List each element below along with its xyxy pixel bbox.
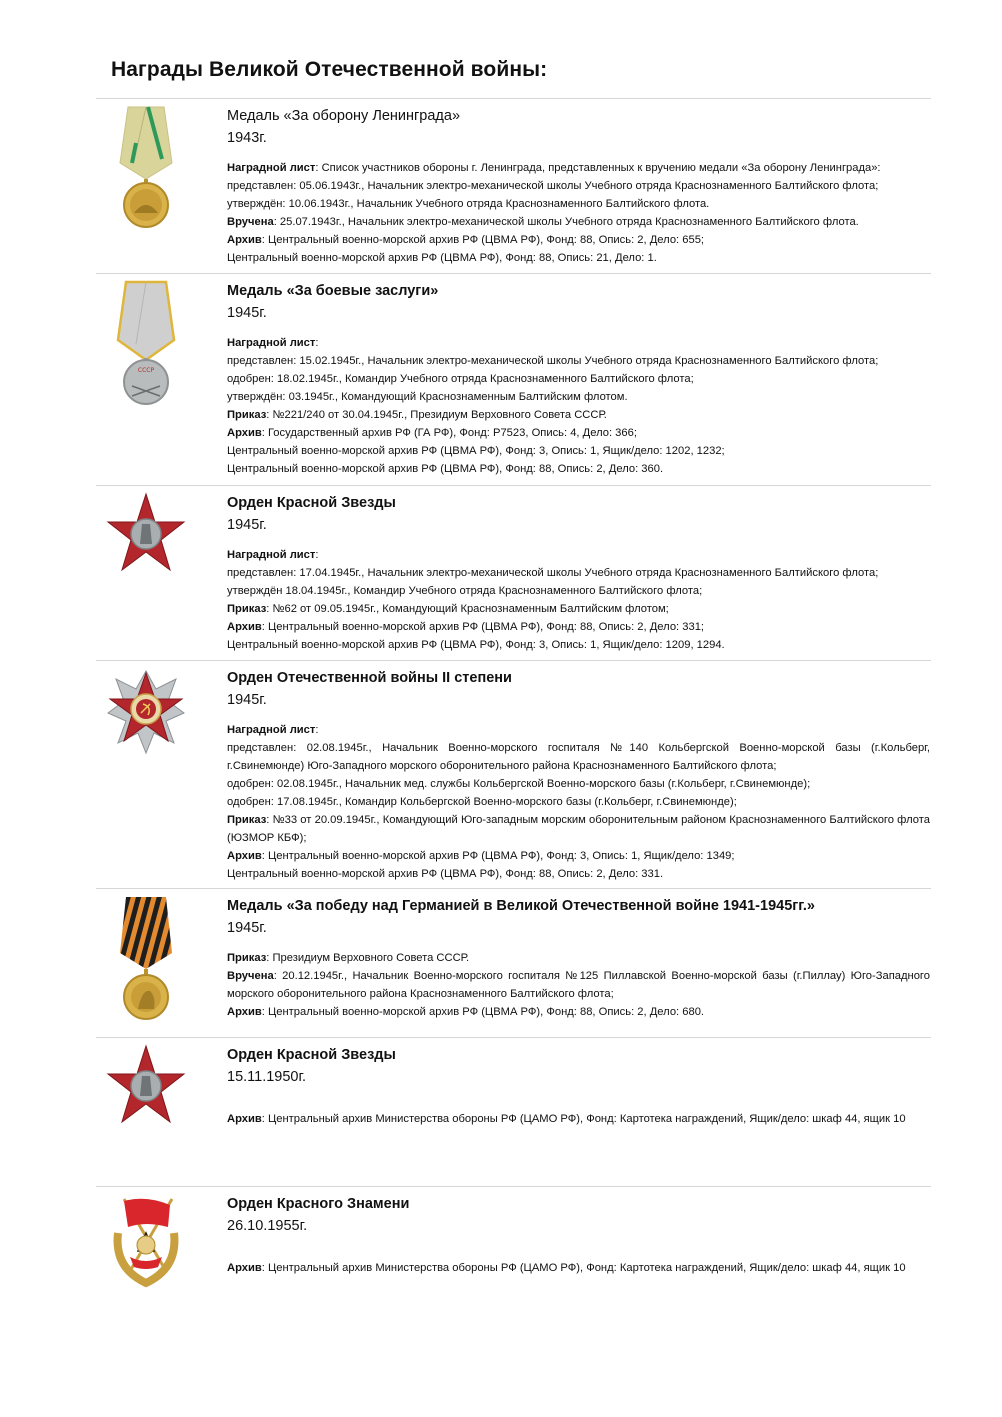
detail-text: : Центральный военно-морской архив РФ (ЦВМА РФ), Фонд: 88, Опись: 2, Дело: 655; [261, 234, 705, 246]
detail-text: : [315, 337, 319, 349]
detail-text: : №62 от 09.05.1945г., Командующий Краснознаменным Балтийским флотом; [266, 603, 669, 615]
award-name: Медаль «За оборону Ленинграда» [227, 108, 461, 124]
red-star-order-icon [106, 490, 186, 620]
detail-text: : №221/240 от 30.04.1945г., Президиум Верховного Совета СССР. [266, 409, 607, 421]
detail-label: Вручена [227, 970, 274, 982]
award-details [227, 949, 930, 1021]
award-name: Орден Отечественной войны II степени [227, 670, 512, 686]
detail-text: : [315, 724, 319, 736]
detail-text: Центральный военно-морской архив РФ (ЦВМА РФ), Фонд: 88, Опись: 2, Дело: 331. [227, 868, 664, 880]
detail-line [227, 406, 930, 424]
award-year: 15.11.1950г. [227, 1069, 307, 1085]
award-name: Орден Красного Знамени [227, 1196, 410, 1212]
detail-line [227, 370, 930, 388]
detail-line [227, 721, 930, 739]
detail-label: Архив [227, 427, 262, 439]
award-block [96, 660, 931, 889]
detail-text: представлен: 17.04.1945г., Начальник электро-механической школы Учебного отряда Краснознаменного Балтийского флота; [227, 567, 879, 579]
detail-text: Центральный военно-морской архив РФ (ЦВМА РФ), Фонд: 3, Опись: 1, Ящик/дело: 1202, 1232; [227, 445, 725, 457]
award-details [227, 159, 930, 267]
detail-label: Архив [227, 1113, 262, 1125]
detail-line [227, 213, 930, 231]
award-block [96, 485, 931, 661]
award-name: Медаль «За боевые заслуги» [227, 283, 439, 299]
detail-text: Центральный военно-морской архив РФ (ЦВМА РФ), Фонд: 3, Опись: 1, Ящик/дело: 1209, 1294. [227, 639, 725, 651]
detail-line [227, 811, 930, 847]
detail-line [227, 564, 930, 582]
detail-line [227, 1259, 930, 1277]
detail-text: утверждён: 03.1945г., Командующий Краснознаменным Балтийским флотом. [227, 391, 628, 403]
detail-label: Наградной лист [227, 724, 316, 736]
detail-text: : Список участников обороны г. Ленинграда, представленных к вручению медали «За оборону Ленинграда»: [315, 162, 881, 174]
patriotic-war-order-icon [106, 665, 186, 795]
award-details [227, 546, 930, 654]
detail-line [227, 352, 930, 370]
detail-label: Наградной лист [227, 549, 316, 561]
victory-over-germany-medal-icon [106, 893, 186, 1023]
award-year: 1945г. [227, 692, 267, 708]
detail-text: : Центральный военно-морской архив РФ (ЦВМА РФ), Фонд: 88, Опись: 2, Дело: 680. [261, 1006, 705, 1018]
svg-text:СССР: СССР [137, 367, 155, 374]
detail-line [227, 847, 930, 865]
detail-line [227, 1110, 930, 1128]
detail-text: одобрен: 02.08.1945г., Начальник мед. службы Кольбергской Военно-морского базы (г.Кольберг, г.Свинемюнде); [227, 778, 811, 790]
detail-label: Приказ [227, 952, 267, 964]
detail-text: утверждён: 10.06.1943г., Начальник Учебного отряда Краснознаменного Балтийского флота. [227, 198, 710, 210]
detail-label: Архив [227, 1006, 262, 1018]
detail-label: Архив [227, 1262, 262, 1274]
detail-label: Наградной лист [227, 162, 316, 174]
detail-text: : Центральный архив Министерства обороны РФ (ЦАМО РФ), Фонд: Картотека награждений, Ящик/дело: шкаф 44, ящик 10 [261, 1262, 906, 1274]
detail-text: одобрен: 18.02.1945г., Командир Учебного отряда Краснознаменного Балтийского флота; [227, 373, 694, 385]
detail-text: Центральный военно-морской архив РФ (ЦВМА РФ), Фонд: 88, Опись: 2, Дело: 360. [227, 463, 664, 475]
detail-line [227, 159, 930, 177]
detail-text: : №33 от 20.09.1945г., Командующий Юго-западным морским оборонительным районом Краснознаменного Балтийского флота (ЮЗМОР КБФ); [227, 814, 930, 844]
detail-text: представлен: 02.08.1945г., Начальник Военно-морского госпиталя №140 Кольбергской Военно-морской базы (г.Кольберг, г.Свинемюнде) Юго-Западного морского оборонительного района Краснознаменного Балтийского флота; [227, 742, 930, 772]
leningrad-defense-medal-icon [106, 103, 186, 233]
detail-text: одобрен: 17.08.1945г., Командир Кольбергской Военно-морского базы (г.Кольберг, г.Свинемюнде); [227, 796, 737, 808]
detail-text: утверждён 18.04.1945г., Командир Учебного отряда Краснознаменного Балтийского флота; [227, 585, 703, 597]
detail-text: : 20.12.1945г., Начальник Военно-морского госпиталя №125 Пиллавской Военно-морской базы (г.Пиллау) Юго-Западного морского оборонительного района Краснознаменного Балтийского флота; [227, 970, 930, 1000]
detail-text: : 25.07.1943г., Начальник электро-механической школы Учебного отряда Краснознаменного Балтийского флота. [273, 216, 859, 228]
detail-text: : Центральный военно-морской архив РФ (ЦВМА РФ), Фонд: 88, Опись: 2, Дело: 331; [261, 621, 705, 633]
award-block [96, 273, 931, 486]
award-year: 26.10.1955г. [227, 1218, 308, 1234]
award-name: Орден Красной Звезды [227, 1047, 396, 1063]
detail-label: Приказ [227, 603, 267, 615]
detail-line [227, 775, 930, 793]
detail-text: представлен: 15.02.1945г., Начальник электро-механической школы Учебного отряда Краснознаменного Балтийского флота; [227, 355, 879, 367]
award-year: 1945г. [227, 920, 267, 936]
detail-text: : Центральный военно-морской архив РФ (ЦВМА РФ), Фонд: 3, Опись: 1, Ящик/дело: 1349; [261, 850, 735, 862]
detail-line [227, 600, 930, 618]
detail-line [227, 793, 930, 811]
detail-label: Приказ [227, 814, 267, 826]
page-title: Награды Великой Отечественной войны: [111, 58, 548, 81]
award-year: 1945г. [227, 305, 267, 321]
detail-text: : Центральный архив Министерства обороны РФ (ЦАМО РФ), Фонд: Картотека награждений, Ящик/дело: шкаф 44, ящик 10 [261, 1113, 906, 1125]
detail-text: представлен: 05.06.1943г., Начальник электро-механической школы Учебного отряда Краснознаменного Балтийского флота; [227, 180, 879, 192]
detail-label: Архив [227, 234, 262, 246]
award-name: Медаль «За победу над Германией в Великой Отечественной войне 1941-1945гг.» [227, 898, 815, 914]
detail-line [227, 582, 930, 600]
award-block [96, 1037, 931, 1186]
detail-line [227, 334, 930, 352]
award-details [227, 1110, 930, 1128]
award-block [96, 888, 931, 1039]
detail-line [227, 636, 930, 654]
detail-label: Архив [227, 621, 262, 633]
award-details [227, 334, 930, 478]
detail-line [227, 967, 930, 1003]
detail-line [227, 442, 930, 460]
red-star-order-icon [106, 1042, 186, 1172]
detail-line [227, 1003, 930, 1021]
detail-line [227, 195, 930, 213]
detail-line [227, 618, 930, 636]
detail-text: : Государственный архив РФ (ГА РФ), Фонд: Р7523, Опись: 4, Дело: 366; [261, 427, 637, 439]
detail-text: : Президиум Верховного Совета СССР. [266, 952, 470, 964]
detail-line [227, 949, 930, 967]
award-name: Орден Красной Звезды [227, 495, 396, 511]
detail-line [227, 249, 930, 267]
award-block [96, 98, 931, 274]
detail-line [227, 546, 930, 564]
combat-merit-medal-icon [106, 278, 186, 408]
detail-line [227, 231, 930, 249]
detail-text: : [315, 549, 319, 561]
detail-line [227, 388, 930, 406]
detail-line [227, 424, 930, 442]
detail-label: Приказ [227, 409, 267, 421]
award-year: 1943г. [227, 130, 267, 146]
detail-line [227, 865, 930, 883]
award-year: 1945г. [227, 517, 267, 533]
award-details [227, 721, 930, 883]
red-banner-order-icon [106, 1191, 186, 1321]
detail-line [227, 460, 930, 478]
award-details [227, 1259, 930, 1277]
award-block [96, 1186, 931, 1297]
detail-label: Архив [227, 850, 262, 862]
detail-label: Наградной лист [227, 337, 316, 349]
detail-label: Вручена [227, 216, 274, 228]
detail-line [227, 739, 930, 775]
detail-text: Центральный военно-морской архив РФ (ЦВМА РФ), Фонд: 88, Опись: 21, Дело: 1. [227, 252, 657, 264]
detail-line [227, 177, 930, 195]
